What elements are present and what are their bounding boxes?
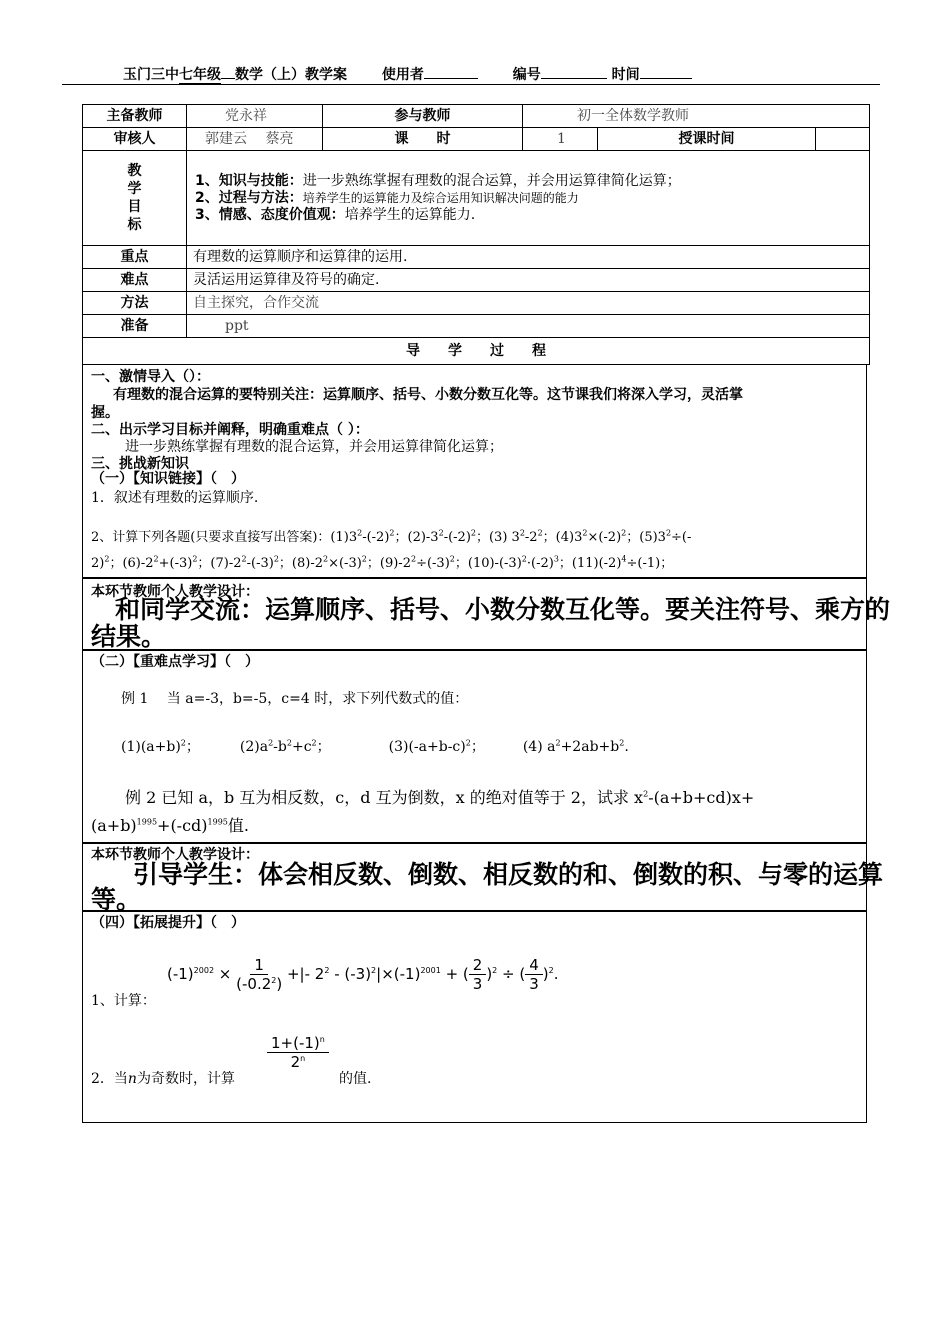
teacher-note-1 bbox=[82, 578, 891, 651]
period: 1 bbox=[523, 128, 598, 151]
goals-label: 教 学 目 标 bbox=[83, 151, 187, 246]
main-teacher: 党永祥 bbox=[187, 105, 323, 128]
goals bbox=[187, 151, 870, 246]
section-extension bbox=[82, 911, 867, 1123]
extension-q1-formula: $(-1)^{2002}$ × $\frac{1}{(-0.2^2)}$ +|- $2^2 - (-3)^2|\times(-1)^{2001}$ + ( $\frac{2}{3}$ )$^2$ ÷ ( $\frac{4}{3}$ )$^2$. bbox=[167, 956, 559, 993]
grade: 七年级 bbox=[179, 67, 221, 83]
main-teacher-label: 主备教师 bbox=[83, 105, 187, 128]
difficulty-label: 难点 bbox=[83, 269, 187, 292]
section-warmup bbox=[82, 364, 867, 578]
number-blank[interactable] bbox=[541, 78, 607, 79]
school: 玉门三中 bbox=[123, 67, 179, 83]
user-blank[interactable] bbox=[424, 78, 478, 79]
number-label: 编号 bbox=[512, 67, 541, 83]
note-2-text-2: 等。 bbox=[91, 885, 142, 914]
h-new-knowledge: 三、挑战新知识 bbox=[91, 456, 189, 472]
note-1-label: 本环节教师个人教学设计： bbox=[91, 584, 259, 600]
section-key-points bbox=[82, 650, 867, 843]
method: 自主探究，合作交流 bbox=[187, 292, 870, 315]
period-label: 课 时 bbox=[323, 128, 523, 151]
goal-1: 1、知识与技能：进一步熟练掌握有理数的混合运算，并会用运算律简化运算； bbox=[195, 172, 681, 189]
prep: ppt bbox=[187, 315, 870, 338]
header-rule bbox=[62, 84, 880, 85]
extension-q2-formula: $\frac{1+(-1)^n}{2^n}$ bbox=[267, 1034, 329, 1071]
goal-3: 3、情感、态度价值观：培养学生的运算能力. bbox=[195, 206, 476, 223]
participants: 初一全体数学教师 bbox=[523, 105, 870, 128]
teacher-note-2 bbox=[82, 843, 884, 914]
class-time-value[interactable] bbox=[816, 128, 870, 151]
example-2-cont: $(a+b)^{1995}+(-cd)^{1995}$值. bbox=[91, 816, 249, 835]
extension-q2: 2．当n为奇数时，计算 bbox=[91, 1071, 235, 1087]
intro-text: 有理数的混合运算的要特别关注：运算顺序、括号、小数分数互化等。这节课我们将深入学习，灵活掌 bbox=[113, 387, 743, 403]
user-label: 使用者 bbox=[381, 67, 424, 83]
h-objectives: 二、出示学习目标并阐释，明确重难点（ ）： bbox=[91, 422, 369, 438]
key-point: 有理数的运算顺序和运算律的运用. bbox=[187, 246, 870, 269]
h-intro: 一、激情导入（）： bbox=[91, 369, 210, 385]
class-time-label: 授课时间 bbox=[598, 128, 816, 151]
note-1-text-2: 结果。 bbox=[91, 622, 167, 651]
example-1-items: $(1)(a+b)^2$； $(2)a^2-b^2+c^2$； $(3)(-a+b-c)^2$； (4) $a^2+2ab+b^2$. bbox=[121, 738, 629, 755]
note-2-label: 本环节教师个人教学设计： bbox=[91, 847, 259, 863]
reviewer-label: 审核人 bbox=[83, 128, 187, 151]
note-1-text: 和同学交流：运算顺序、括号、小数分数互化等。要关注符号、乘方的 bbox=[115, 595, 891, 624]
time-blank[interactable] bbox=[640, 78, 692, 79]
key-label: 重点 bbox=[83, 246, 187, 269]
intro-text-2: 握。 bbox=[91, 405, 119, 421]
reviewer: 郭建云 蔡亮 bbox=[187, 128, 323, 151]
objectives-text: 进一步熟练掌握有理数的混合运算，并会用运算律简化运算； bbox=[125, 439, 503, 455]
difficulty: 灵活运用运算律及符号的确定. bbox=[187, 269, 870, 292]
info-table bbox=[82, 104, 870, 365]
sub-knowledge-link: （一）【知识链接】（ ） bbox=[91, 471, 245, 487]
example-1: 例 1 当 a=-3，b=-5，c=4 时，求下列代数式的值： bbox=[121, 691, 469, 707]
process-title: 导 学 过 程 bbox=[83, 338, 870, 365]
page-header bbox=[80, 64, 880, 84]
extension-q1-label: 1、计算： bbox=[91, 993, 156, 1009]
sub-extension: （四）【拓展提升】（ ） bbox=[91, 915, 245, 931]
question-2-cont: 2)$^2$；$(6)-2^2+(-3)^2$；$(7)-2^2-(-3)^2$；$(8)-2^2\times(-3)^2$；$(9)-2^2\div(-3)^2$；$(10)-(-3)^2\cdot(-2)^3$；$(11)(-2)^4\div(-1)$； bbox=[91, 554, 674, 571]
prep-label: 准备 bbox=[83, 315, 187, 338]
note-2-text: 引导学生：体会相反数、倒数、相反数的和、倒数的积、与零的运算 bbox=[133, 860, 884, 889]
subject: 数学（上）教学案 bbox=[235, 67, 347, 83]
extension-q2-end: 的值. bbox=[339, 1071, 372, 1087]
question-1: 1．叙述有理数的运算顺序. bbox=[91, 490, 259, 506]
example-2: 例 2 已知 a，b 互为相反数，c，d 互为倒数，x 的绝对值等于 2，试求 $x^2-(a+b+cd)x+$ bbox=[125, 788, 755, 807]
sub-key-study: （二）【重难点学习】（ ） bbox=[91, 654, 259, 670]
goal-2: 2、过程与方法：培养学生的运算能力及综合运用知识解决问题的能力 bbox=[195, 189, 579, 206]
participants-label: 参与教师 bbox=[323, 105, 523, 128]
method-label: 方法 bbox=[83, 292, 187, 315]
time-label: 时间 bbox=[611, 67, 640, 83]
question-2: 2、计算下列各题(只要求直接写出答案)：$(1)3^2-(-2)^2$；$(2)-3^2-(-2)^2$；(3) $3^2-2^2$；$(4)3^2\times(-2)^2$；$(5)3^2\div(-$ bbox=[91, 528, 692, 545]
